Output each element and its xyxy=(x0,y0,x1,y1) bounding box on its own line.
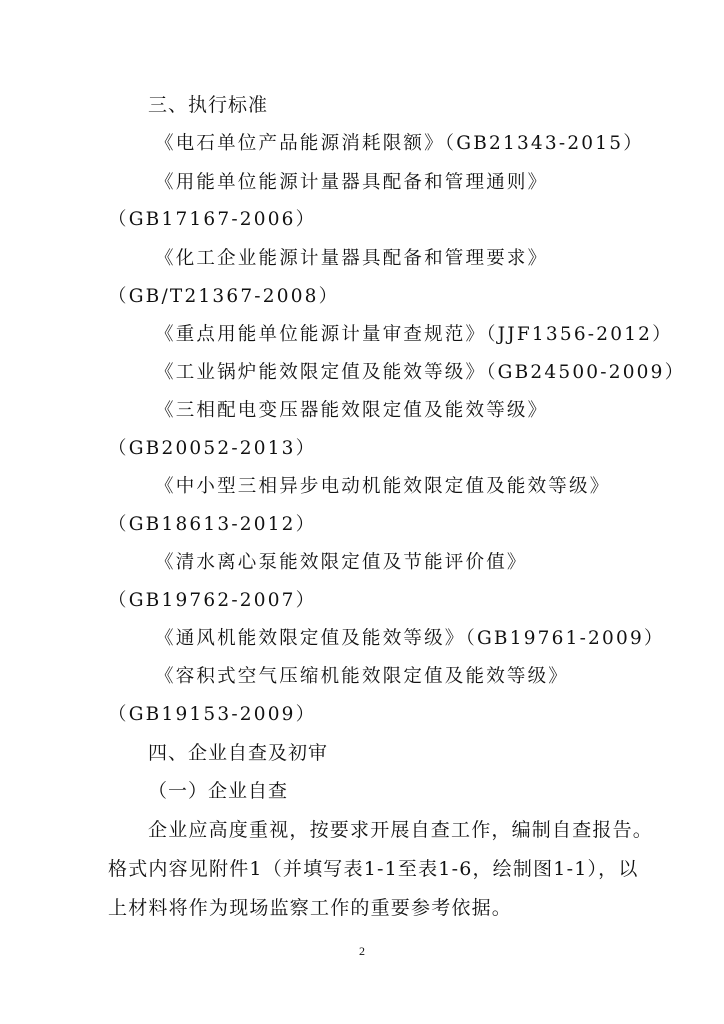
standard-item: 《用能单位能源计量器具配备和管理通则》 xyxy=(155,172,549,193)
standard-item: 《清水离心泵能效限定值及节能评价值》 xyxy=(155,552,528,573)
paragraph-line: 格式内容见附件1（并填写表1-1至表1-6，绘制图1-1），以 xyxy=(108,858,639,880)
standard-item: 《化工企业能源计量器具配备和管理要求》 xyxy=(155,248,549,269)
section-heading-review: 四、企业自查及初审 xyxy=(148,742,329,764)
standard-item: 《通风机能效限定值及能效等级》（GB19761-2009） xyxy=(155,628,665,649)
standard-item: 《中小型三相异步电动机能效限定值及能效等级》 xyxy=(155,476,611,497)
paragraph-line: 企业应高度重视，按要求开展自查工作，编制自查报告。 xyxy=(148,819,654,841)
standard-code: （GB17167-2006） xyxy=(108,209,317,230)
standard-code: （GB19762-2007） xyxy=(108,590,317,611)
page-number: 2 xyxy=(359,944,365,958)
standard-item: 《容积式空气压缩机能效限定值及能效等级》 xyxy=(155,666,570,687)
standard-item: 《电石单位产品能源消耗限额》（GB21343-2015） xyxy=(155,133,644,154)
subsection-heading-self-check: （一）企业自查 xyxy=(148,780,289,802)
standard-code: （GB20052-2013） xyxy=(108,438,317,459)
section-heading-standards: 三、执行标准 xyxy=(148,94,269,116)
standard-item: 《三相配电变压器能效限定值及能效等级》 xyxy=(155,400,549,421)
standard-item: 《工业锅炉能效限定值及能效等级》（GB24500-2009） xyxy=(155,362,686,383)
paragraph-line: 上材料将作为现场监察工作的重要参考依据。 xyxy=(108,897,513,919)
standard-code: （GB19153-2009） xyxy=(108,704,317,725)
standard-code: （GB18613-2012） xyxy=(108,514,317,535)
standard-item: 《重点用能单位能源计量审查规范》（JJF1356-2012） xyxy=(155,324,673,345)
standard-code: （GB/T21367-2008） xyxy=(108,286,340,307)
